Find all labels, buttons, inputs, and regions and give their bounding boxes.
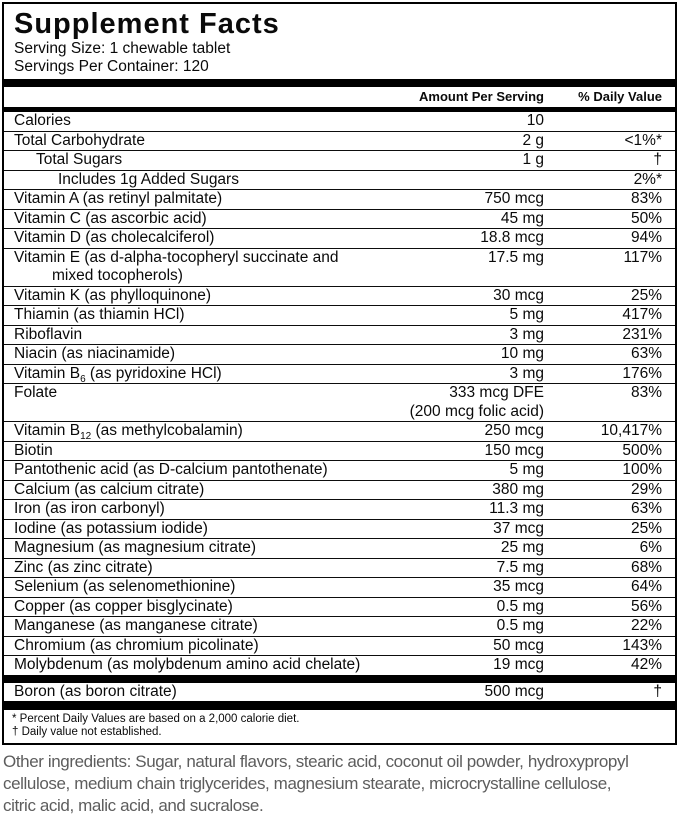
table-row — [4, 131, 675, 151]
nutrient-daily-value: 29% — [630, 480, 662, 498]
nutrient-amount — [394, 249, 544, 286]
nutrient-amount — [394, 190, 544, 209]
other-ingredients-line: citric acid, malic acid, and sucralose. — [3, 796, 264, 815]
nutrient-amount — [394, 365, 544, 384]
nutrient-daily-value: 143% — [622, 636, 662, 654]
nutrient-amount — [394, 500, 544, 519]
nutrient-amount-text: 0.5 mg — [496, 617, 544, 634]
nutrient-name — [14, 461, 394, 480]
nutrient-daily-value: 64% — [630, 578, 662, 595]
nutrient-daily-value: 117% — [623, 248, 662, 266]
nutrient-amount-text: 35 mcg — [493, 578, 544, 595]
nutrient-amount — [394, 617, 544, 636]
nutrient-name-text: Vitamin D (as cholecalciferol) — [14, 229, 215, 246]
nutrient-amount — [394, 151, 544, 170]
table-row — [4, 112, 675, 131]
label-title: Supplement Facts — [14, 8, 280, 40]
table-row — [4, 499, 675, 519]
nutrient-amount-text: 19 mcg — [493, 656, 544, 673]
nutrient-daily-value: <1%* — [624, 131, 662, 149]
table-row — [4, 558, 675, 578]
nutrient-daily-value: † — [653, 682, 662, 700]
amount-per-serving-header: Amount Per Serving — [419, 89, 544, 104]
table-row — [4, 209, 675, 229]
servings-per-container: Servings Per Container: 120 — [14, 58, 209, 75]
nutrient-daily-value: 231% — [622, 325, 662, 343]
other-ingredients-line: Other ingredients: Sugar, natural flavors, stearic acid, coconut oil powder, hydroxypropyl — [3, 752, 629, 771]
nutrient-name — [14, 384, 394, 421]
nutrient-amount — [394, 384, 544, 421]
nutrient-name-text: Pantothenic acid (as D-calcium pantothenate) — [14, 461, 328, 478]
nutrient-amount-text: 3 mg — [509, 364, 544, 382]
nutrient-amount-text: 17.5 mg — [487, 248, 544, 266]
nutrient-amount-text: 50 mcg — [493, 636, 544, 654]
nutrient-amount-text: 380 mg — [492, 480, 544, 498]
nutrient-amount — [394, 229, 544, 248]
divider-bar-top — [4, 79, 675, 87]
nutrient-daily-value: 25% — [630, 519, 662, 537]
nutrient-amount — [394, 683, 544, 702]
nutrient-amount-text: 2 g — [522, 131, 544, 149]
nutrient-rows — [4, 112, 675, 675]
nutrient-name-text: Includes 1g Added Sugars — [58, 170, 239, 188]
nutrient-name-text: Manganese (as manganese citrate) — [14, 617, 258, 634]
nutrient-amount — [394, 326, 544, 345]
table-row — [4, 480, 675, 500]
nutrient-daily-value: 10,417% — [600, 422, 662, 439]
nutrient-name-text: Molybdenum (as molybdenum amino acid chelate) — [14, 656, 361, 673]
nutrient-daily-value: 83% — [630, 384, 662, 401]
nutrient-name-text: Total Carbohydrate — [14, 131, 145, 149]
nutrient-name-text: Selenium (as selenomethionine) — [14, 578, 236, 595]
nutrient-name — [14, 210, 394, 229]
table-row — [4, 655, 675, 675]
nutrient-daily-value: 56% — [630, 597, 662, 615]
nutrient-amount — [394, 461, 544, 480]
nutrient-amount — [394, 345, 544, 364]
nutrient-amount-text: 5 mg — [509, 306, 544, 323]
nutrient-name — [14, 229, 394, 248]
nutrient-daily-value: † — [653, 151, 662, 168]
nutrient-daily-value: 63% — [630, 500, 662, 517]
table-row — [4, 170, 675, 190]
nutrient-amount-text: 7.5 mg — [496, 558, 544, 576]
table-row — [4, 344, 675, 364]
nutrient-amount-text: 11.3 mg — [489, 500, 544, 517]
nutrient-amount — [394, 520, 544, 539]
nutrient-name-text: Iodine (as potassium iodide) — [14, 519, 208, 537]
nutrient-name — [14, 683, 394, 702]
subscript: 6 — [80, 373, 86, 385]
divider-bar-before-boron — [4, 675, 675, 683]
divider-bar-after-boron — [4, 701, 675, 710]
nutrient-name-text: Magnesium (as magnesium citrate) — [14, 539, 257, 556]
nutrient-name — [14, 190, 394, 209]
table-row — [4, 150, 675, 170]
nutrient-amount — [394, 598, 544, 617]
nutrient-amount-text: 150 mcg — [484, 441, 544, 459]
table-row — [4, 597, 675, 617]
nutrient-name-text: Calcium (as calcium citrate) — [14, 480, 205, 498]
nutrient-name-text: Vitamin A (as retinyl palmitate) — [14, 190, 223, 207]
nutrient-amount — [394, 287, 544, 306]
nutrient-name-text: Copper (as copper bisglycinate) — [14, 597, 233, 615]
nutrient-amount-text: 30 mcg — [493, 286, 544, 304]
nutrient-name — [14, 326, 394, 345]
nutrient-name-text: Chromium (as chromium picolinate) — [14, 636, 259, 654]
nutrient-amount-text: 1 g — [522, 151, 544, 168]
nutrient-daily-value: 22% — [630, 617, 662, 634]
nutrient-daily-value: 176% — [622, 364, 662, 382]
nutrient-name — [14, 345, 394, 364]
nutrient-amount-text: 0.5 mg — [496, 597, 544, 615]
nutrient-daily-value: 25% — [630, 286, 662, 304]
nutrient-name-text: Riboflavin — [14, 325, 83, 343]
nutrient-name — [14, 539, 394, 558]
nutrient-name — [14, 637, 394, 656]
table-row — [4, 383, 675, 421]
nutrient-daily-value: 63% — [630, 345, 662, 362]
nutrient-amount — [394, 637, 544, 656]
nutrient-daily-value: 417% — [622, 306, 662, 323]
table-row — [4, 683, 675, 702]
nutrient-name — [14, 287, 394, 306]
nutrient-name-text: Vitamin C (as ascorbic acid) — [14, 209, 207, 227]
nutrient-daily-value: 2%* — [633, 170, 662, 188]
nutrient-name — [14, 559, 394, 578]
table-row — [4, 364, 675, 384]
nutrient-name — [14, 422, 394, 441]
nutrient-daily-value: 42% — [630, 656, 662, 673]
nutrient-amount — [394, 539, 544, 558]
nutrient-name-text: Vitamin K (as phylloquinone) — [14, 286, 212, 304]
nutrient-name — [14, 500, 394, 519]
nutrient-name — [14, 656, 394, 675]
table-row — [4, 305, 675, 325]
nutrient-name-text: Niacin (as niacinamide) — [14, 345, 176, 362]
nutrient-amount — [394, 132, 544, 151]
table-row — [4, 441, 675, 461]
other-ingredients-line: cellulose, medium chain triglycerides, magnesium stearate, microcrystalline cellulose, — [3, 774, 612, 793]
nutrient-amount — [394, 171, 544, 190]
nutrient-daily-value: 94% — [630, 229, 662, 246]
table-row — [4, 421, 675, 441]
nutrient-amount-text: 25 mg — [500, 539, 544, 556]
nutrient-name — [14, 249, 394, 286]
nutrient-amount-text: 10 — [526, 112, 544, 129]
nutrient-name — [14, 617, 394, 636]
table-row — [4, 228, 675, 248]
serving-size: Serving Size: 1 chewable tablet — [14, 40, 231, 57]
nutrient-amount-text: 10 mg — [500, 345, 544, 362]
nutrient-amount — [394, 481, 544, 500]
nutrient-amount — [394, 656, 544, 675]
nutrient-amount-text: 500 mcg — [484, 682, 544, 700]
nutrient-daily-value: 50% — [630, 209, 662, 227]
nutrient-name-text: Total Sugars — [36, 151, 123, 168]
table-row — [4, 577, 675, 597]
nutrient-amount — [394, 559, 544, 578]
nutrient-amount — [394, 578, 544, 597]
table-row — [4, 286, 675, 306]
label-header — [4, 4, 675, 79]
boron-row-section — [4, 683, 675, 702]
nutrient-amount — [394, 422, 544, 441]
table-row — [4, 616, 675, 636]
nutrient-amount-text: 45 mg — [500, 209, 544, 227]
nutrient-name — [14, 132, 394, 151]
nutrient-amount — [394, 442, 544, 461]
nutrient-name — [14, 442, 394, 461]
nutrient-name — [14, 112, 394, 131]
nutrient-name-text: Zinc (as zinc citrate) — [14, 558, 153, 576]
nutrient-name-text: Biotin — [14, 441, 53, 459]
table-row — [4, 248, 675, 286]
table-row — [4, 519, 675, 539]
nutrient-amount — [394, 112, 544, 131]
footnotes — [4, 710, 675, 743]
nutrient-name-text: Vitamin E (as d-alpha-tocopheryl succinate and — [14, 248, 339, 266]
nutrient-amount-text: 333 mcg DFE — [449, 384, 544, 401]
nutrient-name — [14, 598, 394, 617]
nutrient-daily-value: 68% — [630, 558, 662, 576]
nutrient-amount-text: 750 mcg — [484, 190, 544, 207]
nutrient-name — [14, 306, 394, 325]
nutrient-amount — [394, 210, 544, 229]
footnote-dagger: † Daily value not established. — [12, 726, 162, 738]
table-row — [4, 189, 675, 209]
nutrient-daily-value — [544, 112, 662, 131]
nutrient-amount-text: 250 mcg — [484, 422, 544, 439]
nutrient-name — [14, 520, 394, 539]
footnote-percent-dv: * Percent Daily Values are based on a 2,000 calorie diet. — [12, 713, 300, 725]
nutrient-name — [14, 481, 394, 500]
subscript: 12 — [80, 431, 92, 443]
nutrient-name — [14, 578, 394, 597]
nutrient-amount-text: 18.8 mcg — [480, 229, 544, 246]
nutrient-name-text: Thiamin (as thiamin HCl) — [14, 306, 185, 323]
nutrient-amount-text: 37 mcg — [493, 519, 544, 537]
nutrient-name-continued: mixed tocopherols) — [52, 267, 183, 284]
nutrient-name-text: Boron (as boron citrate) — [14, 682, 177, 700]
table-row — [4, 460, 675, 480]
nutrient-amount-continued: (200 mcg folic acid) — [409, 402, 544, 420]
nutrient-name-text: Folate — [14, 384, 58, 401]
supplement-facts-label — [2, 2, 677, 745]
nutrient-name — [14, 365, 394, 384]
nutrient-daily-value: 500% — [622, 441, 662, 459]
nutrient-name-text: Iron (as iron carbonyl) — [14, 500, 165, 517]
other-ingredients — [3, 751, 677, 817]
table-row — [4, 538, 675, 558]
daily-value-header: % Daily Value — [578, 89, 662, 104]
nutrient-name-text: Calories — [14, 112, 71, 129]
table-row — [4, 325, 675, 345]
nutrient-name — [14, 151, 394, 170]
nutrient-daily-value: 100% — [622, 461, 662, 478]
nutrient-amount — [394, 306, 544, 325]
nutrient-amount-text: 5 mg — [509, 461, 544, 478]
table-row — [4, 636, 675, 656]
nutrient-name — [14, 171, 394, 190]
nutrient-amount-text: 3 mg — [509, 325, 544, 343]
nutrient-daily-value: 83% — [630, 190, 662, 207]
nutrient-daily-value: 6% — [639, 539, 662, 556]
nutrient-name-text: Vitamin $B_{12}$ (as methylcobalamin) — [14, 422, 243, 443]
nutrient-name-text: Vitamin $B_6$ (as pyridoxine HCl) — [14, 364, 222, 385]
column-headers — [4, 87, 675, 107]
